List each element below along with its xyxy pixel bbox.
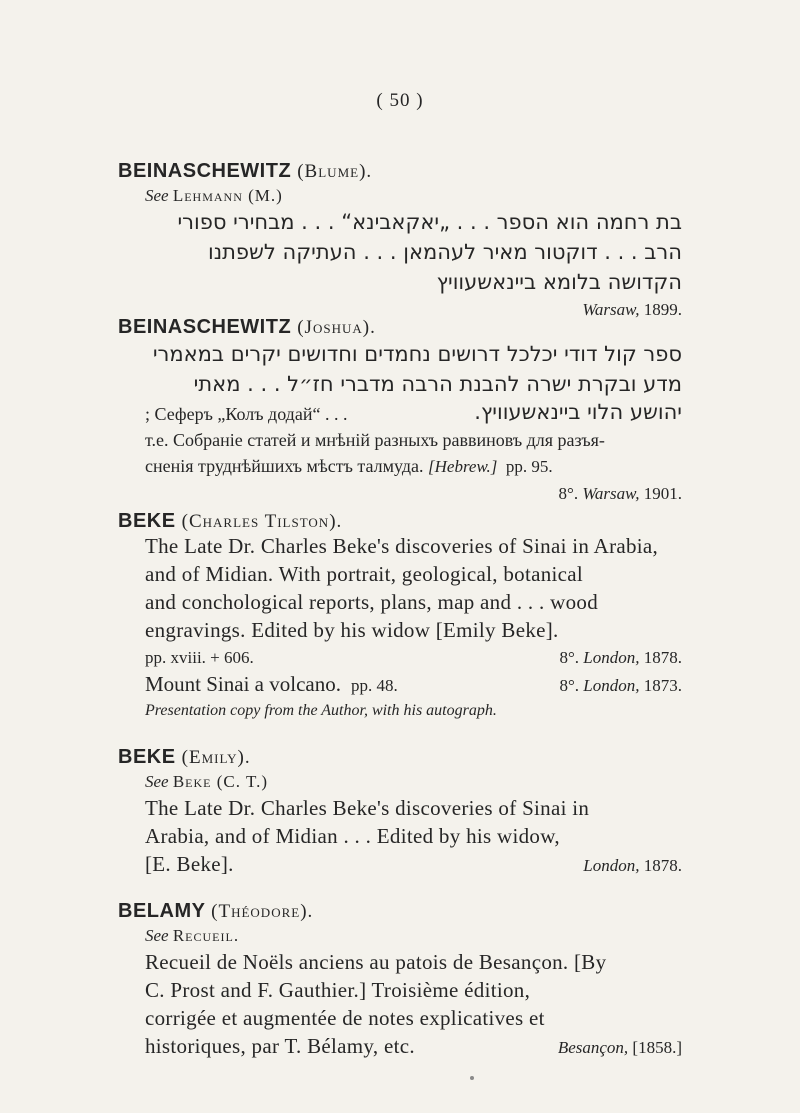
pagination: pp. 95. (505, 457, 553, 476)
see-target: Beke (C. T.) (172, 772, 268, 791)
imprint-place: London, (583, 856, 640, 875)
heading-name: BEINASCHEWITZ (118, 160, 292, 182)
imprint-format: 8°. (559, 676, 580, 695)
see-word: See (145, 186, 169, 205)
title-line: The Late Dr. Charles Beke's discoveries of Sinai in (145, 796, 590, 820)
imprint-year: 1899. (643, 300, 682, 319)
imprint (559, 484, 682, 504)
title-line: engravings. Edited by his widow [Emily Beke]. (145, 618, 559, 642)
imprint (559, 648, 682, 668)
imprint (558, 1038, 682, 1058)
heading-name: BELAMY (118, 900, 206, 922)
imprint-place: Warsaw, (582, 484, 640, 503)
heading-name: BEKE (118, 510, 176, 532)
title-line: and conchological reports, plans, map and . . . wood (145, 590, 598, 614)
cross-reference (145, 926, 239, 946)
page-number: ( 50 ) (376, 90, 424, 111)
hebrew-title-line: מדע ובקרת ישרה להבנת הרבה מדברי חז״ל . . . מאתי (193, 372, 682, 396)
entry-heading (118, 510, 342, 533)
title-line: Recueil de Noëls anciens au patois de Besançon. [By (145, 950, 607, 974)
hebrew-author-name: יהושע הלוי ביינאשעוויץ. (474, 400, 682, 424)
title-line: historiques, par T. Bélamy, etc. (145, 1034, 415, 1058)
entry-heading (118, 746, 251, 769)
see-target: Lehmann (M.) (172, 186, 283, 205)
cross-reference (145, 772, 268, 792)
imprint (559, 676, 682, 696)
heading-qualifier: (Joshua). (297, 317, 376, 338)
pagination: pp. xviii. + 606. (145, 648, 254, 667)
title-line: The Late Dr. Charles Beke's discoveries of Sinai in Arabia, (145, 534, 659, 558)
hebrew-title-line: הקדושה בלומא ביינאשעוויץ (436, 270, 682, 294)
second-pagination: pp. 48. (350, 676, 398, 695)
presentation-note: Presentation copy from the Author, with his autograph. (145, 702, 497, 719)
russian-title-start: ; Сеферъ „Колъ додай“ . . . (145, 404, 348, 424)
see-word: See (145, 772, 169, 791)
imprint-place: London, (583, 676, 640, 695)
see-target: Recueil. (172, 926, 240, 945)
language-note: [Hebrew.] (428, 457, 498, 476)
hebrew-title-line: ספר קול דודי יכלכל דרושים נחמדים וחדושים יקרים במאמרי (152, 342, 682, 366)
imprint-place: Besançon, (557, 1038, 629, 1057)
imprint (583, 856, 682, 876)
title-line: [E. Beke]. (145, 852, 234, 876)
title-line: corrigée et augmentée de notes explicatives et (145, 1006, 545, 1030)
heading-qualifier: (Blume). (297, 161, 373, 182)
entry-heading (118, 160, 372, 183)
russian-subtitle-line: т.е. Собраніе статей и мнѣній разныхъ раввиновъ для разъя- (145, 430, 605, 450)
heading-qualifier: (Théodore). (211, 901, 314, 922)
heading-name: BEKE (118, 746, 176, 768)
imprint-year: 1878. (643, 648, 682, 667)
imprint-year: 1901. (643, 484, 682, 503)
see-word: See (145, 926, 169, 945)
imprint-year: 1878. (643, 856, 682, 875)
second-title: Mount Sinai a volcano. (145, 672, 341, 696)
russian-subtitle-end: сненія труднѣйшихъ мѣстъ талмуда. (145, 456, 424, 476)
imprint-place: Warsaw, (582, 300, 640, 319)
entry-heading (118, 316, 376, 339)
title-line: and of Midian. With portrait, geological, botanical (145, 562, 584, 586)
entry-heading (118, 900, 313, 923)
russian-subtitle-line (145, 456, 553, 477)
heading-qualifier: (Emily). (181, 747, 251, 768)
cross-reference (145, 186, 283, 206)
imprint-year: [1858.] (632, 1038, 682, 1057)
title-line: Arabia, and of Midian . . . Edited by his widow, (145, 824, 560, 848)
heading-qualifier: (Charles Tilston). (181, 511, 343, 532)
hebrew-title-line: בת רחמה הוא הספר . . . „יאקאבינא“ . . . מבחירי ספורי (177, 210, 682, 234)
imprint-year: 1873. (643, 676, 682, 695)
imprint-format: 8°. (558, 484, 579, 503)
second-title-line (145, 672, 398, 697)
heading-name: BEINASCHEWITZ (118, 316, 292, 338)
imprint (582, 300, 682, 320)
title-line: C. Prost and F. Gauthier.] Troisième édition, (145, 978, 531, 1002)
hebrew-title-line: הרב . . . דוקטור מאיר לעהמאן . . . העתיקה לשפתנו (208, 240, 682, 264)
imprint-place: London, (583, 648, 640, 667)
ink-speck (470, 1076, 474, 1080)
imprint-format: 8°. (559, 648, 580, 667)
